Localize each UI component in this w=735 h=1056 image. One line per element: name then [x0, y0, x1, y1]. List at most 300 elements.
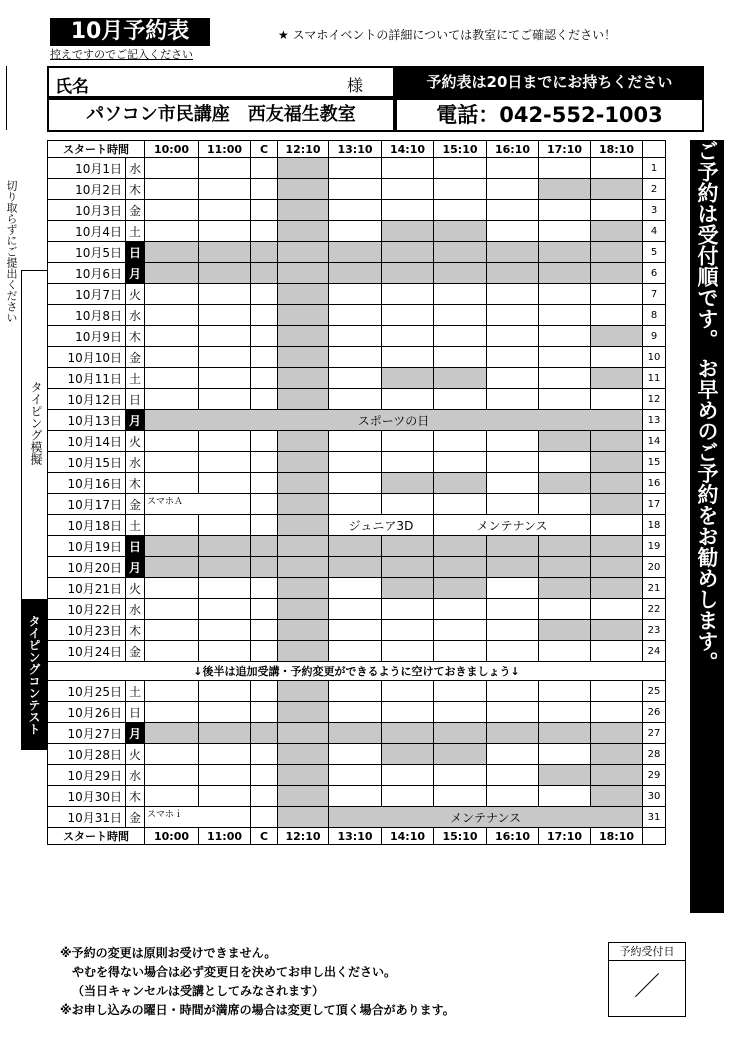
slot-cell[interactable]	[199, 473, 251, 494]
slot-cell[interactable]	[487, 305, 539, 326]
slot-cell[interactable]	[145, 221, 199, 242]
slot-cell[interactable]	[329, 179, 382, 200]
slot-cell[interactable]	[251, 557, 278, 578]
slot-cell[interactable]	[434, 744, 487, 765]
slot-cell[interactable]	[539, 221, 591, 242]
slot-cell[interactable]	[278, 786, 329, 807]
slot-cell[interactable]	[434, 620, 487, 641]
slot-cell[interactable]	[199, 557, 251, 578]
slot-cell[interactable]	[145, 368, 199, 389]
slot-cell[interactable]	[251, 681, 278, 702]
slot-cell[interactable]	[145, 599, 199, 620]
slot-cell[interactable]	[329, 473, 382, 494]
slot-cell[interactable]	[145, 681, 199, 702]
slot-cell[interactable]	[539, 347, 591, 368]
smartphone-i-event[interactable]: スマホｉ	[145, 807, 251, 828]
slot-cell[interactable]	[251, 200, 278, 221]
slot-cell[interactable]	[434, 305, 487, 326]
slot-cell[interactable]	[382, 702, 434, 723]
slot-cell[interactable]	[145, 284, 199, 305]
slot-cell[interactable]	[199, 326, 251, 347]
slot-cell[interactable]	[251, 452, 278, 473]
slot-cell[interactable]	[278, 368, 329, 389]
slot-cell[interactable]	[591, 599, 643, 620]
slot-cell[interactable]	[434, 702, 487, 723]
slot-cell[interactable]	[382, 158, 434, 179]
slot-cell[interactable]	[329, 744, 382, 765]
slot-cell[interactable]	[539, 200, 591, 221]
slot-cell[interactable]	[487, 702, 539, 723]
slot-cell[interactable]	[199, 368, 251, 389]
slot-cell[interactable]	[591, 473, 643, 494]
slot-cell[interactable]	[145, 744, 199, 765]
slot-cell[interactable]	[434, 284, 487, 305]
slot-cell[interactable]	[278, 557, 329, 578]
slot-cell[interactable]	[487, 284, 539, 305]
slot-cell[interactable]	[199, 599, 251, 620]
slot-cell[interactable]	[329, 599, 382, 620]
slot-cell[interactable]	[329, 536, 382, 557]
slot-cell[interactable]	[591, 305, 643, 326]
slot-cell[interactable]	[487, 620, 539, 641]
slot-cell[interactable]	[591, 744, 643, 765]
slot-cell[interactable]	[329, 557, 382, 578]
slot-cell[interactable]	[145, 578, 199, 599]
slot-cell[interactable]	[487, 242, 539, 263]
slot-cell[interactable]	[329, 702, 382, 723]
slot-cell[interactable]	[591, 368, 643, 389]
slot-cell[interactable]	[539, 326, 591, 347]
slot-cell[interactable]	[145, 179, 199, 200]
slot-cell[interactable]	[434, 326, 487, 347]
slot-cell[interactable]	[487, 473, 539, 494]
slot-cell[interactable]	[199, 389, 251, 410]
slot-cell[interactable]	[539, 723, 591, 744]
slot-cell[interactable]	[329, 284, 382, 305]
slot-cell[interactable]	[591, 515, 643, 536]
slot-cell[interactable]	[329, 389, 382, 410]
slot-cell[interactable]	[539, 620, 591, 641]
slot-cell[interactable]	[251, 494, 278, 515]
slot-cell[interactable]	[251, 765, 278, 786]
slot-cell[interactable]	[145, 515, 199, 536]
slot-cell[interactable]	[539, 242, 591, 263]
slot-cell[interactable]	[251, 389, 278, 410]
slot-cell[interactable]	[487, 326, 539, 347]
slot-cell[interactable]	[591, 389, 643, 410]
slot-cell[interactable]	[539, 641, 591, 662]
slot-cell[interactable]	[329, 494, 382, 515]
slot-cell[interactable]	[278, 158, 329, 179]
slot-cell[interactable]	[591, 221, 643, 242]
slot-cell[interactable]	[251, 620, 278, 641]
slot-cell[interactable]	[278, 473, 329, 494]
slot-cell[interactable]	[278, 284, 329, 305]
slot-cell[interactable]	[382, 620, 434, 641]
slot-cell[interactable]	[278, 200, 329, 221]
slot-cell[interactable]	[145, 786, 199, 807]
slot-cell[interactable]	[382, 681, 434, 702]
slot-cell[interactable]	[434, 536, 487, 557]
slot-cell[interactable]	[145, 620, 199, 641]
slot-cell[interactable]	[329, 242, 382, 263]
smartphone-a-event[interactable]: スマホＡ	[145, 494, 251, 515]
slot-cell[interactable]	[199, 200, 251, 221]
slot-cell[interactable]	[591, 536, 643, 557]
slot-cell[interactable]	[539, 765, 591, 786]
slot-cell[interactable]	[591, 494, 643, 515]
slot-cell[interactable]	[199, 744, 251, 765]
slot-cell[interactable]	[199, 242, 251, 263]
slot-cell[interactable]	[251, 347, 278, 368]
slot-cell[interactable]	[591, 786, 643, 807]
slot-cell[interactable]	[487, 641, 539, 662]
slot-cell[interactable]	[487, 221, 539, 242]
slot-cell[interactable]	[539, 536, 591, 557]
slot-cell[interactable]	[539, 284, 591, 305]
slot-cell[interactable]	[278, 723, 329, 744]
slot-cell[interactable]	[434, 221, 487, 242]
slot-cell[interactable]	[539, 389, 591, 410]
slot-cell[interactable]	[199, 765, 251, 786]
slot-cell[interactable]	[145, 557, 199, 578]
slot-cell[interactable]	[145, 242, 199, 263]
slot-cell[interactable]	[278, 536, 329, 557]
slot-cell[interactable]	[278, 494, 329, 515]
slot-cell[interactable]	[329, 641, 382, 662]
slot-cell[interactable]	[539, 786, 591, 807]
slot-cell[interactable]	[145, 641, 199, 662]
slot-cell[interactable]	[278, 744, 329, 765]
slot-cell[interactable]	[145, 431, 199, 452]
slot-cell[interactable]	[382, 326, 434, 347]
slot-cell[interactable]	[591, 557, 643, 578]
slot-cell[interactable]	[199, 179, 251, 200]
slot-cell[interactable]	[145, 263, 199, 284]
slot-cell[interactable]	[199, 578, 251, 599]
slot-cell[interactable]	[251, 326, 278, 347]
slot-cell[interactable]	[278, 305, 329, 326]
slot-cell[interactable]	[145, 765, 199, 786]
slot-cell[interactable]	[382, 368, 434, 389]
slot-cell[interactable]	[278, 599, 329, 620]
slot-cell[interactable]	[199, 263, 251, 284]
slot-cell[interactable]	[382, 744, 434, 765]
slot-cell[interactable]	[278, 620, 329, 641]
slot-cell[interactable]	[278, 431, 329, 452]
slot-cell[interactable]	[591, 723, 643, 744]
slot-cell[interactable]	[199, 452, 251, 473]
slot-cell[interactable]	[329, 620, 382, 641]
cut-note: 切り取らずにご提出ください	[5, 180, 18, 323]
slot-cell[interactable]	[382, 473, 434, 494]
slot-cell[interactable]	[434, 368, 487, 389]
slot-cell[interactable]	[487, 179, 539, 200]
slot-cell[interactable]	[487, 158, 539, 179]
slot-cell[interactable]	[251, 284, 278, 305]
slot-cell[interactable]	[145, 452, 199, 473]
slot-cell[interactable]	[487, 681, 539, 702]
table-row	[48, 179, 666, 200]
maintenance-event[interactable]: メンテナンス	[329, 807, 643, 828]
slot-cell[interactable]	[199, 723, 251, 744]
slot-cell[interactable]	[539, 473, 591, 494]
slot-cell[interactable]	[591, 620, 643, 641]
slot-cell[interactable]	[539, 681, 591, 702]
slot-cell[interactable]	[145, 200, 199, 221]
slot-cell[interactable]	[329, 431, 382, 452]
slot-cell[interactable]	[487, 557, 539, 578]
slot-cell[interactable]	[434, 681, 487, 702]
slot-cell[interactable]	[434, 494, 487, 515]
slot-cell[interactable]	[329, 221, 382, 242]
slot-cell[interactable]	[145, 158, 199, 179]
slot-cell[interactable]	[382, 578, 434, 599]
slot-cell[interactable]	[145, 536, 199, 557]
slot-cell[interactable]	[199, 641, 251, 662]
slot-cell[interactable]	[487, 578, 539, 599]
slot-cell[interactable]	[145, 347, 199, 368]
slot-cell[interactable]	[199, 221, 251, 242]
slot-cell[interactable]	[591, 200, 643, 221]
slot-cell[interactable]	[591, 242, 643, 263]
slot-cell[interactable]	[199, 431, 251, 452]
slot-cell[interactable]	[434, 723, 487, 744]
slot-cell[interactable]	[382, 723, 434, 744]
slot-cell[interactable]	[487, 494, 539, 515]
slot-cell[interactable]	[251, 179, 278, 200]
slot-cell[interactable]	[329, 786, 382, 807]
slot-cell[interactable]	[278, 263, 329, 284]
slot-cell[interactable]	[539, 744, 591, 765]
slot-cell[interactable]	[539, 305, 591, 326]
slot-cell[interactable]	[487, 389, 539, 410]
slot-cell[interactable]	[382, 786, 434, 807]
slot-cell[interactable]	[487, 536, 539, 557]
date-cell: 10月31日	[48, 807, 126, 828]
slot-cell[interactable]	[591, 702, 643, 723]
slot-cell[interactable]	[382, 200, 434, 221]
slot-cell[interactable]	[539, 702, 591, 723]
slot-cell[interactable]	[199, 284, 251, 305]
slot-cell[interactable]	[591, 263, 643, 284]
slot-cell[interactable]	[329, 326, 382, 347]
slot-cell[interactable]	[591, 347, 643, 368]
slot-cell[interactable]	[539, 599, 591, 620]
slot-cell[interactable]	[251, 536, 278, 557]
slot-cell[interactable]	[251, 515, 278, 536]
slot-cell[interactable]	[278, 702, 329, 723]
table-row	[48, 599, 666, 620]
slot-cell[interactable]	[434, 765, 487, 786]
slot-cell[interactable]	[591, 641, 643, 662]
slot-cell[interactable]	[329, 723, 382, 744]
slot-cell[interactable]	[145, 702, 199, 723]
slot-cell[interactable]	[251, 431, 278, 452]
slot-cell[interactable]	[487, 786, 539, 807]
slot-cell[interactable]	[199, 347, 251, 368]
slot-cell[interactable]	[434, 200, 487, 221]
slot-cell[interactable]	[329, 368, 382, 389]
page-title: 10月予約表	[50, 18, 210, 46]
slot-cell[interactable]	[251, 473, 278, 494]
slot-cell[interactable]	[251, 723, 278, 744]
slot-cell[interactable]	[278, 347, 329, 368]
slot-cell[interactable]	[199, 786, 251, 807]
slot-cell[interactable]	[145, 473, 199, 494]
slot-cell[interactable]	[539, 158, 591, 179]
slot-cell[interactable]	[487, 431, 539, 452]
slot-cell[interactable]	[251, 744, 278, 765]
slot-cell[interactable]	[199, 158, 251, 179]
slot-cell[interactable]	[487, 452, 539, 473]
slot-cell[interactable]	[591, 326, 643, 347]
slot-cell[interactable]	[434, 599, 487, 620]
slot-cell[interactable]	[382, 179, 434, 200]
slot-cell[interactable]	[278, 326, 329, 347]
slot-cell[interactable]	[382, 765, 434, 786]
slot-cell[interactable]	[278, 242, 329, 263]
slot-cell[interactable]	[329, 681, 382, 702]
slot-cell[interactable]	[251, 641, 278, 662]
slot-cell[interactable]	[251, 368, 278, 389]
schedule-table	[47, 140, 666, 845]
slot-cell[interactable]	[278, 578, 329, 599]
slot-cell[interactable]	[329, 305, 382, 326]
slot-cell[interactable]	[278, 807, 329, 828]
slot-cell[interactable]	[487, 263, 539, 284]
slot-cell[interactable]	[251, 702, 278, 723]
slot-cell[interactable]	[278, 389, 329, 410]
slot-cell[interactable]	[199, 681, 251, 702]
slot-cell[interactable]	[434, 263, 487, 284]
slot-cell[interactable]	[591, 578, 643, 599]
slot-cell[interactable]	[382, 599, 434, 620]
slot-cell[interactable]	[145, 305, 199, 326]
slot-cell[interactable]	[382, 389, 434, 410]
slot-cell[interactable]	[434, 641, 487, 662]
slot-cell[interactable]	[591, 681, 643, 702]
name-box[interactable]	[47, 66, 395, 98]
slot-cell[interactable]	[487, 765, 539, 786]
slot-cell[interactable]	[251, 578, 278, 599]
slot-cell[interactable]	[434, 578, 487, 599]
slot-cell[interactable]	[539, 557, 591, 578]
slot-cell[interactable]	[199, 620, 251, 641]
slot-cell[interactable]	[539, 263, 591, 284]
slot-cell[interactable]	[382, 305, 434, 326]
slot-cell[interactable]	[199, 305, 251, 326]
junior-3d-event[interactable]: ジュニア3D	[329, 515, 434, 536]
slot-cell[interactable]	[382, 452, 434, 473]
slot-cell[interactable]	[487, 744, 539, 765]
slot-cell[interactable]	[278, 765, 329, 786]
slot-cell[interactable]	[382, 557, 434, 578]
slot-cell[interactable]	[539, 452, 591, 473]
slot-cell[interactable]	[434, 242, 487, 263]
slot-cell[interactable]	[487, 200, 539, 221]
slot-cell[interactable]	[278, 221, 329, 242]
slot-cell[interactable]	[251, 305, 278, 326]
slot-cell[interactable]	[251, 786, 278, 807]
slot-cell[interactable]	[251, 599, 278, 620]
slot-cell[interactable]	[145, 389, 199, 410]
slot-cell[interactable]	[251, 242, 278, 263]
slot-cell[interactable]	[278, 179, 329, 200]
slot-cell[interactable]	[539, 578, 591, 599]
slot-cell[interactable]	[382, 536, 434, 557]
slot-cell[interactable]	[591, 158, 643, 179]
slot-cell[interactable]	[329, 765, 382, 786]
slot-cell[interactable]	[199, 536, 251, 557]
slot-cell[interactable]	[487, 368, 539, 389]
slot-cell[interactable]	[329, 200, 382, 221]
slot-cell[interactable]	[434, 431, 487, 452]
slot-cell[interactable]	[434, 347, 487, 368]
slot-cell[interactable]	[591, 284, 643, 305]
slot-cell[interactable]	[329, 347, 382, 368]
time-slot-header: 10:00	[145, 828, 199, 845]
slot-cell[interactable]	[382, 641, 434, 662]
slot-cell[interactable]	[434, 158, 487, 179]
slot-cell[interactable]	[199, 702, 251, 723]
slot-cell[interactable]	[434, 473, 487, 494]
maintenance-event[interactable]: メンテナンス	[434, 515, 591, 536]
slot-cell[interactable]	[591, 765, 643, 786]
slot-cell[interactable]	[329, 578, 382, 599]
slot-cell[interactable]	[487, 723, 539, 744]
slot-cell[interactable]	[591, 452, 643, 473]
slot-cell[interactable]	[329, 452, 382, 473]
slot-cell[interactable]	[434, 786, 487, 807]
slot-cell[interactable]	[251, 158, 278, 179]
slot-cell[interactable]	[382, 242, 434, 263]
slot-cell[interactable]	[251, 807, 278, 828]
row-number: 24	[643, 641, 666, 662]
slot-cell[interactable]	[382, 431, 434, 452]
slot-cell[interactable]	[278, 452, 329, 473]
slot-cell[interactable]	[591, 179, 643, 200]
slot-cell[interactable]	[539, 494, 591, 515]
slot-cell[interactable]	[329, 263, 382, 284]
slot-cell[interactable]	[251, 221, 278, 242]
slot-cell[interactable]	[382, 347, 434, 368]
slot-cell[interactable]	[487, 347, 539, 368]
slot-cell[interactable]	[434, 452, 487, 473]
slot-cell[interactable]	[251, 263, 278, 284]
slot-cell[interactable]	[145, 326, 199, 347]
slot-cell[interactable]	[539, 431, 591, 452]
slot-cell[interactable]	[382, 263, 434, 284]
slot-cell[interactable]	[145, 723, 199, 744]
slot-cell[interactable]	[329, 158, 382, 179]
slot-cell[interactable]	[539, 179, 591, 200]
slot-cell[interactable]	[382, 221, 434, 242]
slot-cell[interactable]	[434, 557, 487, 578]
slot-cell[interactable]	[382, 494, 434, 515]
slot-cell[interactable]	[487, 599, 539, 620]
slot-cell[interactable]	[278, 641, 329, 662]
slot-cell[interactable]	[278, 515, 329, 536]
slot-cell[interactable]	[278, 681, 329, 702]
slot-cell[interactable]	[199, 515, 251, 536]
slot-cell[interactable]	[434, 179, 487, 200]
slot-cell[interactable]	[434, 389, 487, 410]
reception-date-box[interactable]	[608, 942, 686, 1017]
slot-cell[interactable]	[539, 368, 591, 389]
slot-cell[interactable]	[382, 284, 434, 305]
slot-cell[interactable]	[591, 431, 643, 452]
